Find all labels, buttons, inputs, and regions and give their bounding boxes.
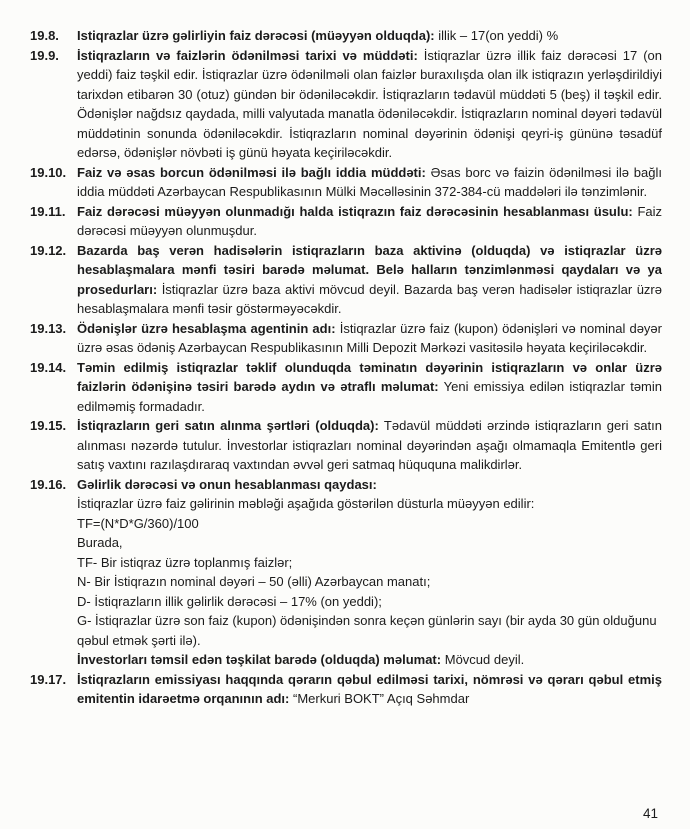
section-label: Bazarda baş verən hadisələrin istiqrazların baza aktivinə (olduqda) və istiqrazlar üzrə hesablaşmalara mənfi təsiri barədə məlumat. Belə halların tənzimlənməsi qaydaları və ya prosedurları: bbox=[77, 242, 662, 297]
section-19-15 bbox=[30, 416, 662, 475]
section-number: 19.17. bbox=[30, 671, 67, 687]
formula-var-tf: TF- Bir istiqraz üzrə toplanmış faizlər; bbox=[77, 554, 293, 570]
investor-representation bbox=[77, 650, 662, 670]
formula-expression: TF=(N*D*G/360)/100 bbox=[77, 515, 199, 531]
section-label: Istiqrazlar üzrə gəlirliyin faiz dərəcəsi (müəyyən olduqda): bbox=[77, 28, 435, 43]
section-label: İstiqrazların və faizlərin ödənilməsi tarixi və müddəti: bbox=[77, 47, 418, 63]
section-number: 19.10. bbox=[30, 164, 67, 180]
page-number: 41 bbox=[642, 805, 658, 821]
section-number: 19.12. bbox=[30, 242, 67, 258]
section-text: İstiqrazlar üzrə illik faiz dərəcəsi 17 (on yeddi) faiz təşkil edir. İstiqrazlar üzrə ödənilməli olan faizlər buraxılışda olan ilk istiqrazın yerləşdirildiyi tarixdən etibarən 30 (otuz) gündən bir ödəniləcəkdir. İstiqrazların tədavül müddəti 5 (beş) il təşkil edir. Ödənişlər nağdsız qaydada, milli valyutada manatla ödəniləcəkdir. İstiqrazların nominal dəyəri tədavül müddətinin sonunda ödəniləcəkdir. İstiqrazların nominal dəyərinin ödənişi qeyri-iş gününə təsadüf edərsə, ödənişlər növbəti iş günü həyata keçiriləcəkdir. bbox=[77, 47, 662, 160]
section-19-9 bbox=[30, 46, 662, 163]
section-number: 19.11. bbox=[30, 203, 66, 219]
section-text: Tədavül müddəti ərzində istiqrazların geri satın alınması nəzərdə tutulur. İnvestorlar istiqrazları nominal dəyərindən aşağı olmamaqla Emitentlə geri satış vaxtını razılaşdıraraq vaxtından əvvəl geri satmaq hüququna malikdirlər. bbox=[77, 418, 662, 472]
section-text: illik – 17(on yeddi) % bbox=[438, 28, 559, 43]
section-number: 19.16. bbox=[30, 476, 67, 492]
section-label: Faiz dərəcəsi müəyyən olunmadığı halda istiqrazın faiz dərəcəsinin hesablanması üsulu: bbox=[77, 203, 633, 219]
section-text: İstiqrazlar üzrə baza aktivi mövcud deyil. Bazarda baş verən hadisələr istiqrazlar üzrə hesablaşmalara mənfi təsir göstərməyəcəkdir. bbox=[77, 281, 662, 316]
section-label: İstiqrazların emissiyası haqqında qərarın qəbul edilməsi tarixi, nömrəsi və qərarı qəbul etmiş emitentin idarəetmə orqanının adı: bbox=[77, 671, 662, 706]
section-number: 19.14. bbox=[30, 359, 67, 375]
section-number: 19.9. bbox=[30, 47, 59, 63]
section-label: Faiz və əsas borcun ödənilməsi ilə bağlı iddia müddəti: bbox=[77, 164, 426, 180]
section-label: Gəlirlik dərəcəsi və onun hesablanması qaydası: bbox=[77, 476, 377, 492]
investor-label: İnvestorları təmsil edən təşkilat barədə (olduqda) məlumat: bbox=[77, 652, 442, 667]
section-text: Faiz dərəcəsi müəyyən olunmuşdur. bbox=[77, 203, 662, 238]
section-number: 19.15. bbox=[30, 418, 67, 433]
investor-text: Mövcud deyil. bbox=[444, 652, 525, 667]
section-19-14 bbox=[30, 358, 662, 417]
section-label: İstiqrazların geri satın alınma şərtləri (olduqda): bbox=[77, 418, 379, 433]
section-19-16 bbox=[30, 475, 662, 670]
section-19-8 bbox=[30, 26, 662, 46]
section-19-13 bbox=[30, 319, 662, 358]
section-19-17 bbox=[30, 670, 662, 709]
formula-var-g: G- İstiqrazlar üzrə son faiz (kupon) ödənişindən sonra keçən günlərin sayı (bir ayda 30 gün olduğunu qəbul etmək şərti ilə). bbox=[77, 613, 657, 648]
formula-where: Burada, bbox=[77, 535, 123, 550]
section-text: Yeni emissiya edilən istiqrazlar təmin edilməmiş formadadır. bbox=[77, 379, 662, 414]
formula-intro: İstiqrazlar üzrə faiz gəlirinin məbləği aşağıda göstərilən düsturla müəyyən edilir: bbox=[77, 496, 535, 511]
section-number: 19.13. bbox=[30, 320, 67, 336]
section-number: 19.8. bbox=[30, 28, 59, 43]
section-text: İstiqrazlar üzrə faiz (kupon) ödənişləri və nominal dəyər üzrə əsas ödəniş Azərbaycan Respublikasının Milli Depozit Mərkəzi vasitəsilə həyata keçiriləcəkdir. bbox=[77, 320, 662, 355]
section-19-11 bbox=[30, 202, 662, 241]
section-text: Əsas borc və faizin ödənilməsi ilə bağlı iddia müddəti Azərbaycan Respublikasının Mülki Məcəlləsinin 372-384-cü maddələri ilə tənzimlənir. bbox=[77, 164, 662, 199]
section-19-10 bbox=[30, 163, 662, 202]
formula-var-n: N- Bir İstiqrazın nominal dəyəri – 50 (əlli) Azərbaycan manatı; bbox=[77, 574, 431, 589]
formula-var-d: D- İstiqrazların illik gəlirlik dərəcəsi – 17% (on yeddi); bbox=[77, 593, 382, 609]
section-label: Təmin edilmiş istiqrazlar təklif olunduqda təminatın dəyərinin istiqrazların və onlar üzrə faizlərin ödənişinə təsiri barədə aydın və ətraflı məlumat: bbox=[77, 359, 662, 394]
section-label: Ödənişlər üzrə hesablaşma agentinin adı: bbox=[77, 320, 336, 336]
section-19-12 bbox=[30, 241, 662, 319]
section-text: “Merkuri BOKT” Açıq Səhmdar bbox=[293, 691, 470, 706]
